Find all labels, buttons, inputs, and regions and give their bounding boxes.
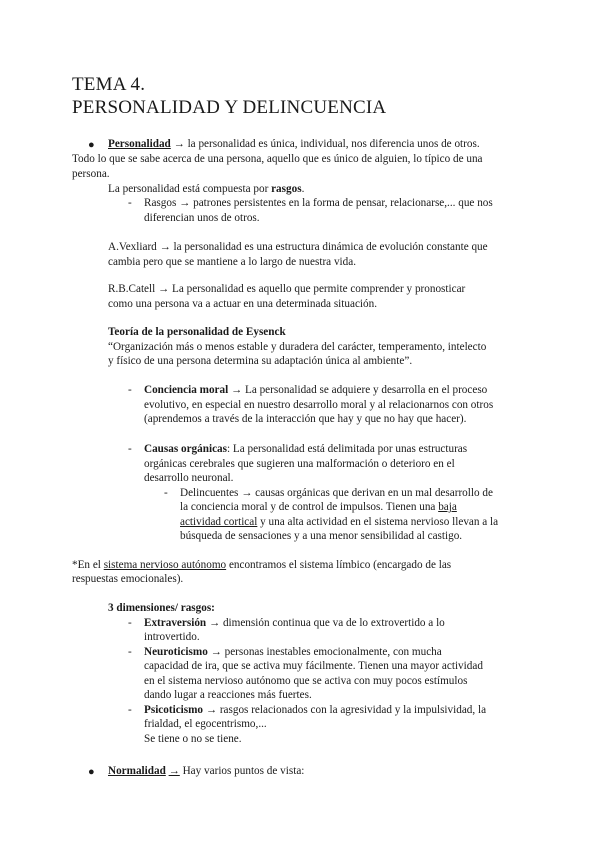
neuroticismo-line-1 — [144, 645, 442, 660]
normalidad-line — [108, 764, 304, 779]
personalidad-line-3: persona. — [72, 168, 110, 180]
causas-line-1 — [144, 442, 467, 457]
causas-term: Causas orgánicas — [144, 443, 227, 455]
dash-marker: - — [128, 646, 132, 658]
causas-line-3: desarrollo neuronal. — [144, 472, 234, 484]
dash-marker: - — [164, 487, 168, 499]
eysenck-heading: Teoría de la personalidad de Eysenck — [108, 326, 286, 338]
neuroticismo-text: → personas inestables emocionalmente, con mucha — [207, 646, 442, 658]
eysenck-quote-2: y físico de una persona determina su adaptación única al ambiente”. — [108, 355, 413, 367]
extraversion-line-1 — [144, 616, 445, 631]
conciencia-term: Conciencia moral — [144, 384, 229, 396]
conciencia-line-2: evolutivo, en especial en nuestro desarrollo moral y al relacionarnos con otros — [144, 399, 494, 411]
psicoticismo-line-2: frialdad, el egocentrismo,... — [144, 718, 267, 730]
delincuentes-line-2 — [180, 500, 457, 515]
catell-line-2: como una persona va a actuar en una determinada situación. — [108, 298, 378, 310]
dash-marker: - — [128, 384, 132, 396]
conciencia-text: → La personalidad se adquiere y desarrolla en el proceso — [228, 384, 488, 396]
personalidad-term: Personalidad — [108, 138, 171, 150]
extraversion-line-2: introvertido. — [144, 631, 200, 643]
note-line-2: respuestas emocionales). — [72, 573, 184, 585]
neuroticismo-term: Neuroticismo — [144, 646, 208, 658]
dash-marker: - — [128, 704, 132, 716]
extraversion-text: → dimensión continua que va de lo extrovertido a lo — [206, 617, 445, 629]
vexliard-line-1: A.Vexliard → la personalidad es una estructura dinámica de evolución constante que — [108, 241, 488, 253]
psicoticismo-text: → rasgos relacionados con la agresividad y la impulsividad, la — [203, 704, 487, 716]
note-underlined: sistema nervioso autónomo — [103, 559, 227, 571]
psicoticismo-line-3: Se tiene o no se tiene. — [144, 733, 242, 745]
baja-underlined: baja — [438, 501, 457, 513]
delincuentes-line-3 — [180, 515, 498, 530]
normalidad-term: Normalidad — [108, 765, 166, 777]
dimensiones-heading: 3 dimensiones/ rasgos: — [108, 602, 215, 614]
vexliard-line-2: cambia pero que se mantiene a lo largo de nuestra vida. — [108, 256, 356, 268]
psicoticismo-line-1 — [144, 703, 486, 718]
actividad-cortical-underlined: actividad cortical — [180, 516, 258, 528]
rasgos-word: rasgos — [271, 183, 302, 195]
eysenck-quote-1: “Organización más o menos estable y duradera del carácter, temperamento, intelecto — [108, 341, 487, 353]
rasgos-line-1: Rasgos → patrones persistentes en la forma de pensar, relacionarse,... que nos — [144, 197, 493, 209]
conciencia-line-1 — [144, 383, 487, 398]
delincuentes-line-1: Delincuentes → causas orgánicas que derivan en un mal desarrollo de — [180, 487, 493, 499]
page-subtitle: PERSONALIDAD Y DELINCUENCIA — [72, 97, 387, 118]
catell-line-1: R.B.Catell → La personalidad es aquello que permite comprender y pronosticar — [108, 283, 466, 295]
causas-text: : La personalidad está delimitada por unas estructuras — [226, 443, 468, 455]
arrow-icon: → — [173, 138, 185, 150]
dash-marker: - — [128, 197, 132, 209]
dash-marker: - — [128, 617, 132, 629]
rasgos-dot: . — [301, 183, 305, 195]
psicoticismo-term: Psicoticismo — [144, 704, 204, 716]
note-text-c: encontramos el sistema límbico (encargado de las — [226, 559, 452, 571]
bullet-icon: ● — [88, 139, 95, 151]
note-line-1 — [72, 558, 451, 573]
rasgos-line-2: diferencian unos de otros. — [144, 212, 260, 224]
arrow-icon: → — [168, 765, 180, 777]
personalidad-line-1 — [108, 137, 480, 152]
normalidad-text: Hay varios puntos de vista: — [179, 765, 305, 777]
conciencia-line-3: (aprendemos a través de la interacción que hay y que no hay que hacer). — [144, 413, 467, 425]
neuroticismo-line-2: capacidad de ira, que se activa muy fácilmente. Tienen una mayor actividad — [144, 660, 483, 672]
rasgos-intro-text: La personalidad está compuesta por — [108, 183, 272, 195]
note-text-a: *En el — [72, 559, 104, 571]
neuroticismo-line-4: dando lugar a reacciones más fuertes. — [144, 689, 312, 701]
delincuentes-text: la conciencia moral y de control de impulsos. Tienen una — [180, 501, 439, 513]
personalidad-line-2: Todo lo que se sabe acerca de una persona, aquello que es único de alguien, lo típico de una — [72, 153, 483, 165]
rasgos-intro — [108, 182, 304, 197]
extraversion-term: Extraversión — [144, 617, 207, 629]
delincuentes-text-2: y una alta actividad en el sistema nervioso llevan a la — [257, 516, 499, 528]
bullet-icon: ● — [88, 766, 95, 778]
page-title: TEMA 4. — [72, 74, 146, 95]
neuroticismo-line-3: en el sistema nervioso autónomo que se activa con muy pocos estímulos — [144, 675, 468, 687]
dash-marker: - — [128, 443, 132, 455]
personalidad-text: la personalidad es única, individual, nos diferencia unos de otros. — [184, 138, 480, 150]
causas-line-2: orgánicas cerebrales que sugieren una malformación o deterioro en el — [144, 458, 455, 470]
delincuentes-line-4: búsqueda de sensaciones y a una menor sensibilidad al castigo. — [180, 530, 463, 542]
